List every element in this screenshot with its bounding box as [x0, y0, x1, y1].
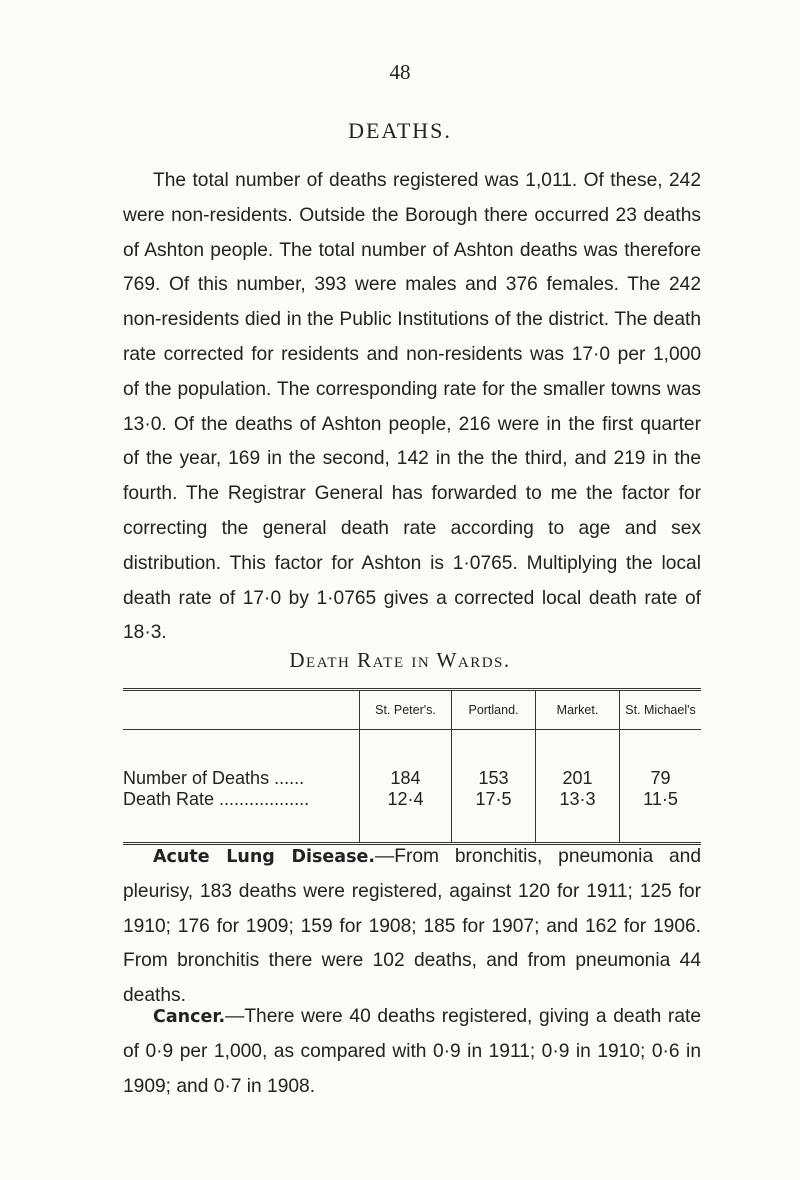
cancer-text: —There were 40 deaths registered, giving a death rate of 0·9 per 1,000, as compared with 0·9 in 1911; 0·9 in 1910; 0·6 in 1909; and 0·7 in 1908.	[123, 1006, 701, 1097]
table-title: Death Rate in Wards.	[289, 648, 511, 672]
column-header-portland: Portland.	[452, 690, 536, 730]
table-cell: 13·3	[536, 789, 620, 844]
table-cell: 12·4	[360, 789, 452, 844]
section-title: DEATHS.	[348, 118, 452, 143]
header-blank	[123, 690, 360, 730]
intro-paragraph: The total number of deaths registered was 1,011. Of these, 242 were non-residents. Outside the Borough there occurred 23 deaths of Ashton people. The total number of Ashton deaths was therefore 769. Of this number, 393 were males and 376 females. The 242 non-residents died in the Public Institutions of the district. The death rate corrected for residents and non-residents was 17·0 per 1,000 of the population. The corresponding rate for the smaller towns was 13·0. Of the deaths of Ashton people, 216 were in the first quarter of the year, 169 in the second, 142 in the the third, and 219 in the fourth. The Registrar General has forwarded to me the factor for correcting the general death rate according to age and sex distribution. This factor for Ashton is 1·0765. Multiplying the local death rate of 17·0 by 1·0765 gives a corrected local death rate of 18·3.	[123, 170, 701, 644]
lung-disease-heading: Acute Lung Disease.	[153, 847, 376, 867]
table-row-number-of-deaths	[123, 730, 701, 790]
table-header-row	[123, 690, 701, 730]
page-number: 48	[389, 60, 411, 84]
row-label: Death Rate ..................	[123, 789, 310, 809]
lung-disease-paragraph	[123, 840, 701, 1014]
table-cell: 201	[536, 730, 620, 790]
table-cell: 79	[620, 730, 702, 790]
cancer-paragraph	[123, 1000, 701, 1104]
table-cell: 153	[452, 730, 536, 790]
table-cell: 17·5	[452, 789, 536, 844]
column-header-st-peters: St. Peter's.	[360, 690, 452, 730]
table-cell: 11·5	[620, 789, 702, 844]
table-row-death-rate	[123, 789, 701, 844]
lung-disease-text: —From bronchitis, pneumonia and pleurisy, 183 deaths were registered, against 120 for 1911; 125 for 1910; 176 for 1909; 159 for 1908; 185 for 1907; and 162 for 1906. From bronchitis there were 102 deaths, and from pneumonia 44 deaths.	[123, 846, 701, 1007]
row-label: Number of Deaths ......	[123, 768, 305, 788]
table-cell: 184	[360, 730, 452, 790]
ward-death-table	[123, 688, 701, 845]
cancer-heading: Cancer.	[153, 1007, 226, 1027]
column-header-st-michaels: St. Michael's	[620, 690, 702, 730]
column-header-market: Market.	[536, 690, 620, 730]
